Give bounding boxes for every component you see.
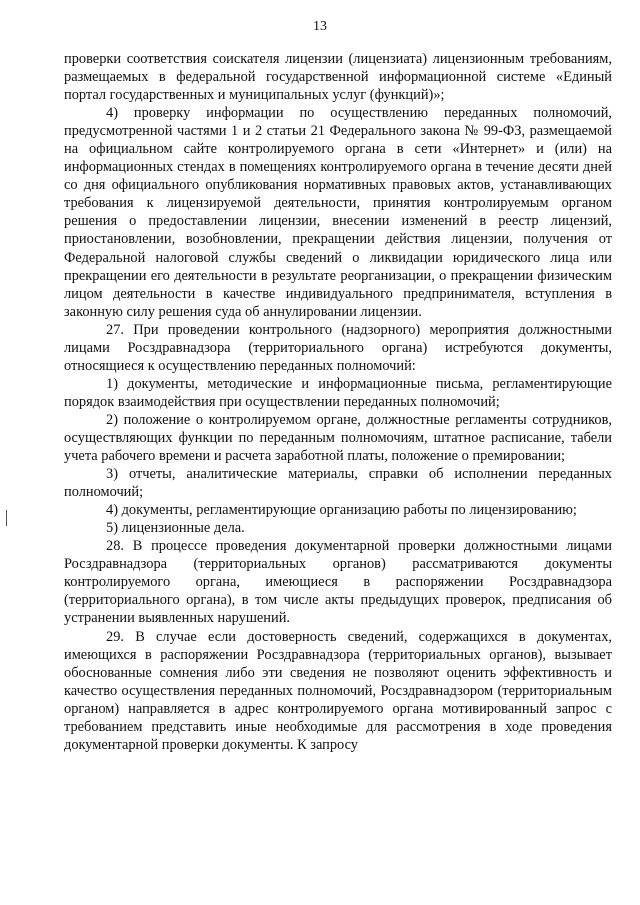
paragraph-27-item-2: 2) положение о контролируемом органе, должностные регламенты сотрудников, осуществляющих функции по переданным полномочиям, штатное расписание, табели учета рабочего времени и расчета заработной платы, положение о премировании; (64, 411, 612, 465)
paragraph-item-4: 4) проверку информации по осуществлению переданных полномочий, предусмотренной частями 1 и 2 статьи 21 Федерального закона № 99-ФЗ, размещаемой на официальном сайте контролируемого органа в сети «Интернет» и (или) на информационных стендах в помещениях контролируемого органа в течение десяти дней со дня официального опубликования нормативных правовых актов, устанавливающих требования к лицензируемой деятельности, принятия контролируемым органом решения о предоставлении лицензии, внесении изменений в реестр лицензий, приостановлении, возобновлении, прекращении действия лицензии, получения от Федеральной налоговой службы сведений о ликвидации юридического лица или прекращении его деятельности в результате реорганизации, о прекращении физическим лицом деятельности в качестве индивидуального предпринимателя, вступления в законную силу решения суда об аннулировании лицензии. (64, 105, 612, 320)
paragraph-29: 29. В случае если достоверность сведений, содержащихся в документах, имеющихся в распоряжении Росздравнадзора (территориальных органов), вызывает обоснованные сомнения либо эти сведения не позволяют оценить эффективность и качество осуществления переданных полномочий, Росздравнадзором (территориальным органом) направляется в адрес контролируемого органа мотивированный запрос с требованием представить иные необходимые для рассмотрения в ходе проведения документарной проверки документы. К запросу (64, 628, 612, 753)
paragraph-27-item-5: 5) лицензионные дела. (106, 520, 245, 537)
paragraph-continuation: проверки соответствия соискателя лицензии (лицензиата) лицензионным требованиям, размещаемых в федеральной государственной информационной системе «Единый портал государственных и муниципальных услуг (функций)»; (64, 51, 612, 104)
paragraph-27-item-1: 1) документы, методические и информационные письма, регламентирующие порядок взаимодействия при осуществлении переданных полномочий; (64, 375, 612, 410)
paragraph-27-item-4: 4) документы, регламентирующие организацию работы по лицензированию; (106, 502, 577, 519)
scan-margin-mark (6, 510, 7, 526)
document-body (64, 50, 612, 754)
paragraph-27: 27. При проведении контрольного (надзорного) мероприятия должностными лицами Росздравнадзора (территориального органа) истребуются документы, относящиеся к осуществлению переданных полномочий: (64, 321, 612, 374)
paragraph-27-item-3: 3) отчеты, аналитические материалы, справки об исполнении переданных полномочий; (64, 466, 612, 501)
page-number: 13 (313, 19, 327, 34)
paragraph-28: 28. В процессе проведения документарной проверки должностными лицами Росздравнадзора (территориальных органов) рассматриваются документы контролируемого органа, имеющиеся в распоряжении Росздравнадзора (территориального органа), в том числе акты предыдущих проверок, предписания об устранении выявленных нарушений. (64, 538, 612, 627)
